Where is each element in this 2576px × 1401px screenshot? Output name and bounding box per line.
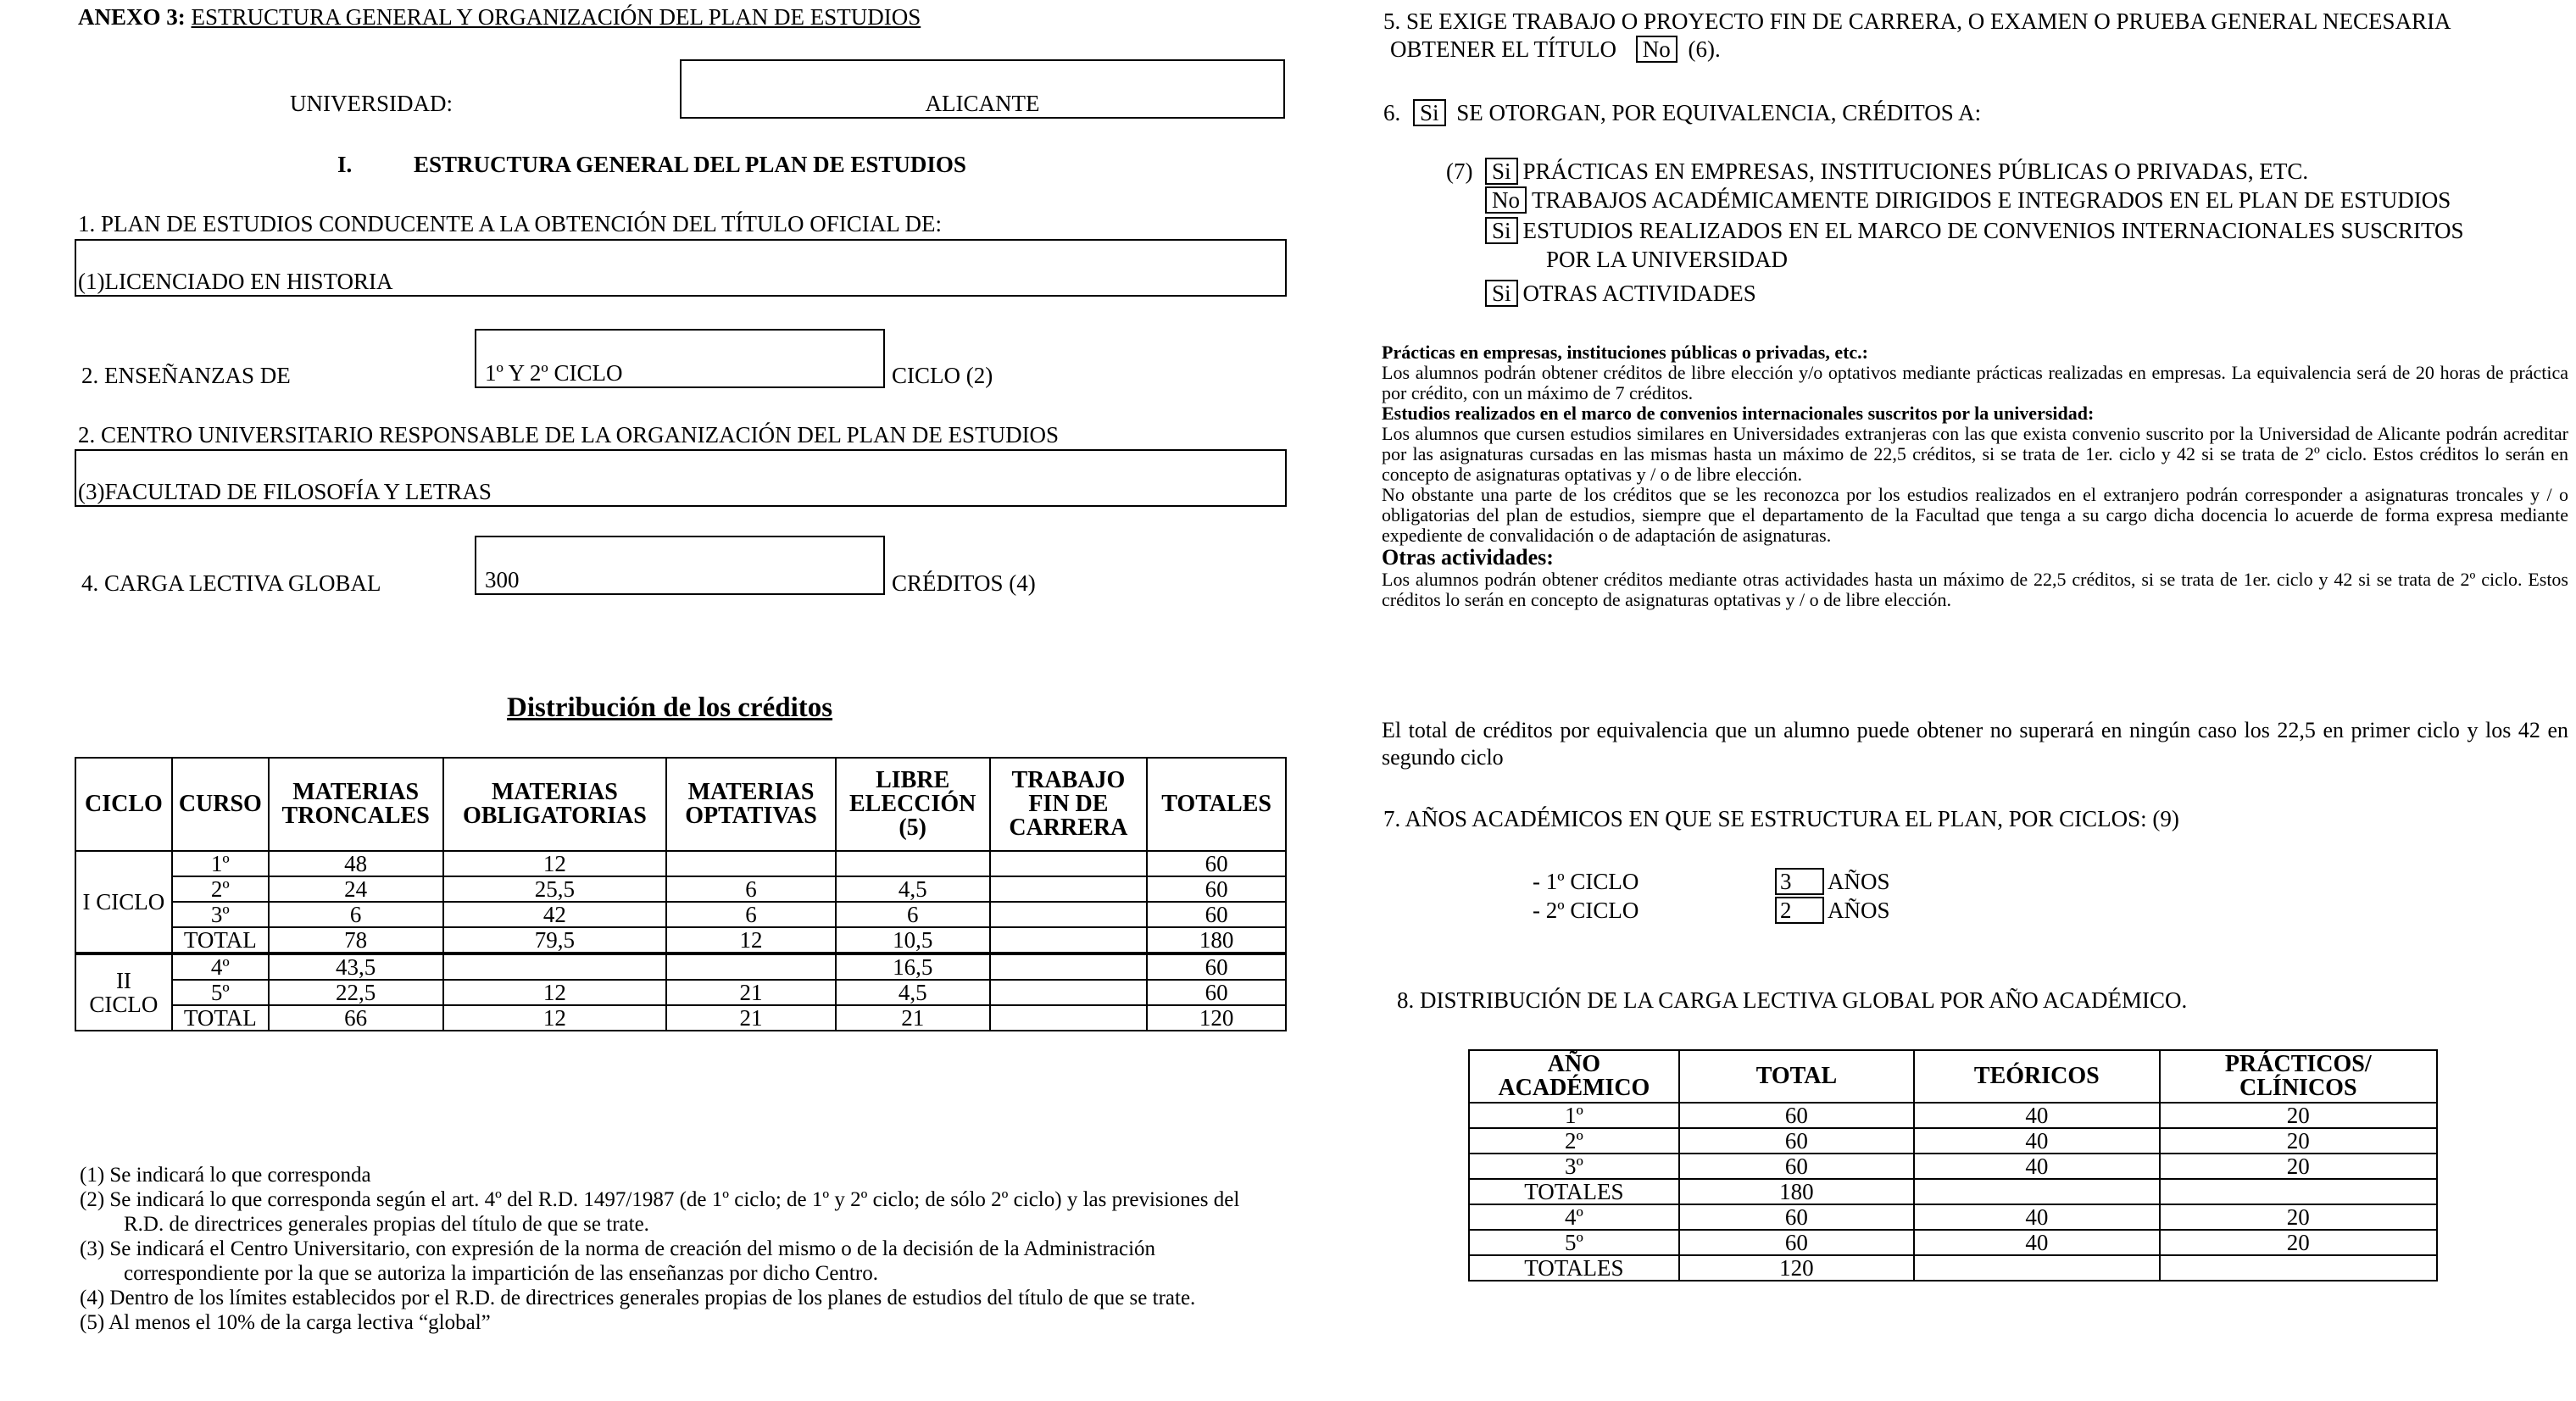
header-curso: CURSO xyxy=(172,758,269,851)
cell: 79,5 xyxy=(443,927,667,953)
cell xyxy=(990,876,1148,902)
cell: 60 xyxy=(1679,1204,1914,1230)
item7-unit: AÑOS xyxy=(1828,869,1890,894)
cell: 5º xyxy=(172,980,269,1005)
cell: 4º xyxy=(1469,1204,1679,1230)
cell: 120 xyxy=(1147,1005,1286,1031)
header-trabajo-fin: TRABAJO FIN DE CARRERA xyxy=(990,758,1148,851)
details-paragraph: Los alumnos que cursen estudios similares en Universidades extranjeras con las que exista convenio suscrito por la Universidad de Alicante podrán acreditar por las asignaturas cursadas en las mismas hasta un máximo de 22,5 créditos, si se trata de 1er. ciclo y 42 si se trata de 2º ciclo. Estos créditos lo serán en concepto de asignaturas optativas y / o de libre elección. xyxy=(1382,423,2568,485)
details-heading: Prácticas en empresas, instituciones públicas o privadas, etc.: xyxy=(1382,342,1869,363)
cell: 1º xyxy=(1469,1103,1679,1128)
footnote: (1) Se indicará lo que corresponda xyxy=(80,1164,371,1187)
item7-row xyxy=(1533,868,1890,895)
cell: 60 xyxy=(1679,1230,1914,1255)
cell: 60 xyxy=(1679,1154,1914,1179)
cell: 21 xyxy=(666,1005,836,1031)
cell: 180 xyxy=(1679,1179,1914,1204)
cycle2-label: II CICLO xyxy=(75,953,172,1031)
table-row xyxy=(75,980,1286,1005)
cell: TOTALES xyxy=(1469,1255,1679,1281)
cell: TOTAL xyxy=(172,927,269,953)
cell: 40 xyxy=(1914,1103,2159,1128)
header-practicos: PRÁCTICOS/ CLÍNICOS xyxy=(2160,1050,2437,1103)
cell: 40 xyxy=(1914,1128,2159,1154)
item6-num: 6. xyxy=(1383,100,1401,125)
cell: 60 xyxy=(1147,980,1286,1005)
header-ciclo: CICLO xyxy=(75,758,172,851)
table-row xyxy=(1469,1230,2437,1255)
cell xyxy=(990,953,1148,980)
academic-header-row xyxy=(1469,1050,2437,1103)
item1-label: 1. PLAN DE ESTUDIOS CONDUCENTE A LA OBTENCIÓN DEL TÍTULO OFICIAL DE: xyxy=(78,211,942,236)
cell: 4º xyxy=(172,953,269,980)
equiv-item xyxy=(1485,158,2308,185)
item4-value: 300 xyxy=(485,567,520,592)
item1-value: (1)LICENCIADO EN HISTORIA xyxy=(78,269,393,294)
cell xyxy=(990,1005,1148,1031)
item3-label: 2. CENTRO UNIVERSITARIO RESPONSABLE DE LA ORGANIZACIÓN DEL PLAN DE ESTUDIOS xyxy=(78,422,1060,448)
equiv-item xyxy=(1485,186,2451,214)
details-heading: Otras actividades: xyxy=(1382,545,1554,570)
item5-line2 xyxy=(1390,36,1721,63)
header-totales: TOTALES xyxy=(1147,758,1286,851)
details-summary: El total de créditos por equivalencia que un alumno puede obtener no superará en ningún caso los 22,5 en primer ciclo y los 42 en segundo ciclo xyxy=(1382,718,2568,770)
cell: 2º xyxy=(172,876,269,902)
item4-field xyxy=(475,536,885,595)
annex-heading xyxy=(78,3,921,31)
cell xyxy=(990,980,1148,1005)
item5-pre: OBTENER EL TÍTULO xyxy=(1390,36,1616,62)
cell: 20 xyxy=(2160,1204,2437,1230)
item5-post: (6). xyxy=(1688,36,1721,62)
equiv-label: ESTUDIOS REALIZADOS EN EL MARCO DE CONVENIOS INTERNACIONALES SUSCRITOS xyxy=(1522,218,2464,243)
cell: 20 xyxy=(2160,1154,2437,1179)
cell: 20 xyxy=(2160,1103,2437,1128)
equiv-item xyxy=(1485,217,2464,244)
item7-unit: AÑOS xyxy=(1828,898,1890,923)
equiv-answer-box: No xyxy=(1485,186,1527,214)
equiv-answer-box: Si xyxy=(1485,280,1518,307)
cell: 48 xyxy=(269,851,443,876)
cell: 12 xyxy=(443,851,667,876)
cell: 60 xyxy=(1147,902,1286,927)
footnote: (3) Se indicará el Centro Universitario, con expresión de la norma de creación del mismo o de la decisión de la Administración correspondiente por la que se autoriza la impartición de las enseñanzas por dicho Centro. xyxy=(80,1237,1156,1285)
cell xyxy=(990,902,1148,927)
distribution-header-row xyxy=(75,758,1286,851)
item6-label: SE OTORGAN, POR EQUIVALENCIA, CRÉDITOS A: xyxy=(1456,100,1982,125)
cell: 22,5 xyxy=(269,980,443,1005)
cell: 5º xyxy=(1469,1230,1679,1255)
equiv-continuation: POR LA UNIVERSIDAD xyxy=(1546,247,1789,272)
cell: 4,5 xyxy=(836,980,990,1005)
cell: 21 xyxy=(666,980,836,1005)
table-row xyxy=(1469,1179,2437,1204)
item2-value: 1º Y 2º CICLO xyxy=(485,360,623,386)
header-teoricos: TEÓRICOS xyxy=(1914,1050,2159,1103)
cell: 10,5 xyxy=(836,927,990,953)
cell: 1º xyxy=(172,851,269,876)
distribution-table xyxy=(75,757,1287,1031)
cell: 60 xyxy=(1147,953,1286,980)
item7-cycle: - 2º CICLO xyxy=(1533,898,1639,923)
table-row xyxy=(75,876,1286,902)
annex-title: ESTRUCTURA GENERAL Y ORGANIZACIÓN DEL PLAN DE ESTUDIOS xyxy=(191,4,921,30)
cell: 43,5 xyxy=(269,953,443,980)
equiv-label: TRABAJOS ACADÉMICAMENTE DIRIGIDOS E INTEGRADOS EN EL PLAN DE ESTUDIOS xyxy=(1532,187,2451,213)
annex-label: ANEXO 3: xyxy=(78,4,186,30)
cell xyxy=(836,851,990,876)
cell: 40 xyxy=(1914,1154,2159,1179)
section-number: I. xyxy=(337,152,353,177)
cell: 20 xyxy=(2160,1230,2437,1255)
details-heading: Estudios realizados en el marco de convenios internacionales suscritos por la universidad: xyxy=(1382,403,2095,424)
cell: 4,5 xyxy=(836,876,990,902)
details-paragraph: No obstante una parte de los créditos que se les reconozca por los estudios realizados en el extranjero podrán corresponder a asignaturas troncales y / o obligatorias del plan de estudios, siempre que el departamento de la Facultad que tenga a su cargo dicha docencia lo acuerde de forma expresa mediante expediente de convalidación o de adaptación de asignaturas. xyxy=(1382,484,2568,546)
cell xyxy=(666,953,836,980)
section-title: ESTRUCTURA GENERAL DEL PLAN DE ESTUDIOS xyxy=(414,152,966,177)
footnote: (2) Se indicará lo que corresponda según el art. 4º del R.D. 1497/1987 (de 1º ciclo; de 1º y 2º ciclo; de sólo 2º ciclo) y las previsiones del R.D. de directrices generales propias del título de que se trate. xyxy=(80,1188,1240,1236)
cell: 6 xyxy=(666,902,836,927)
item4-suffix: CRÉDITOS (4) xyxy=(892,570,1036,596)
cell xyxy=(2160,1179,2437,1204)
item6 xyxy=(1383,99,1981,126)
item2-label: 2. ENSEÑANZAS DE xyxy=(81,363,291,388)
cell: 12 xyxy=(443,980,667,1005)
equiv-label: PRÁCTICAS EN EMPRESAS, INSTITUCIONES PÚBLICAS O PRIVADAS, ETC. xyxy=(1522,158,2309,184)
cell: 120 xyxy=(1679,1255,1914,1281)
cycle1-label: I CICLO xyxy=(75,851,172,953)
cell: 6 xyxy=(836,902,990,927)
item7-row xyxy=(1533,897,1890,924)
cell: 21 xyxy=(836,1005,990,1031)
footnotes xyxy=(80,1163,1282,1335)
cell: 12 xyxy=(443,1005,667,1031)
table-row xyxy=(1469,1204,2437,1230)
item7-cycle: - 1º CICLO xyxy=(1533,869,1639,894)
cell: 3º xyxy=(1469,1154,1679,1179)
item7-label: 7. AÑOS ACADÉMICOS EN QUE SE ESTRUCTURA EL PLAN, POR CICLOS: (9) xyxy=(1383,806,2179,831)
header-total: TOTAL xyxy=(1679,1050,1914,1103)
cell: 40 xyxy=(1914,1230,2159,1255)
item7-years-box: 3 xyxy=(1775,868,1824,895)
table-row xyxy=(75,902,1286,927)
university-field xyxy=(680,59,1285,119)
item3-value: (3)FACULTAD DE FILOSOFÍA Y LETRAS xyxy=(78,479,492,504)
item4-label: 4. CARGA LECTIVA GLOBAL xyxy=(81,570,381,596)
item1-field xyxy=(75,239,1287,297)
item5-line1: 5. SE EXIGE TRABAJO O PROYECTO FIN DE CARRERA, O EXAMEN O PRUEBA GENERAL NECESARIA xyxy=(1383,8,2451,34)
cell: 66 xyxy=(269,1005,443,1031)
university-label: UNIVERSIDAD: xyxy=(290,91,453,116)
cell: 16,5 xyxy=(836,953,990,980)
cell: 2º xyxy=(1469,1128,1679,1154)
details-paragraph: Los alumnos podrán obtener créditos de libre elección y/o optativos mediante prácticas realizadas en empresas. La equivalencia será de 20 horas de práctica por crédito, con un máximo de 7 créditos. xyxy=(1382,362,2568,403)
university-value: ALICANTE xyxy=(925,91,1040,116)
header-optativas: MATERIAS OPTATIVAS xyxy=(666,758,836,851)
table-row xyxy=(75,953,1286,980)
header-troncales: MATERIAS TRONCALES xyxy=(269,758,443,851)
equiv-prefix: (7) xyxy=(1446,158,1473,184)
cell: 6 xyxy=(269,902,443,927)
cell: 42 xyxy=(443,902,667,927)
item5-answer-box: No xyxy=(1636,36,1677,63)
equiv-answer-box: Si xyxy=(1485,158,1518,185)
header-libre-eleccion: LIBRE ELECCIÓN (5) xyxy=(836,758,990,851)
cell: 60 xyxy=(1679,1128,1914,1154)
item3-field xyxy=(75,449,1287,507)
cell xyxy=(990,927,1148,953)
cell: 40 xyxy=(1914,1204,2159,1230)
equiv-label: OTRAS ACTIVIDADES xyxy=(1522,281,1756,306)
cell: 24 xyxy=(269,876,443,902)
cell xyxy=(1914,1179,2159,1204)
item8-label: 8. DISTRIBUCIÓN DE LA CARGA LECTIVA GLOBAL POR AÑO ACADÉMICO. xyxy=(1397,987,2188,1013)
cell: 20 xyxy=(2160,1128,2437,1154)
table-row xyxy=(1469,1154,2437,1179)
header-obligatorias: MATERIAS OBLIGATORIAS xyxy=(443,758,667,851)
footnote: (5) Al menos el 10% de la carga lectiva “global” xyxy=(80,1311,491,1334)
cell xyxy=(443,953,667,980)
section-heading xyxy=(337,151,966,178)
cell: TOTAL xyxy=(172,1005,269,1031)
table-row xyxy=(1469,1103,2437,1128)
table-row xyxy=(1469,1255,2437,1281)
cell: 6 xyxy=(666,876,836,902)
distribution-title: Distribución de los créditos xyxy=(507,692,833,723)
cell: 12 xyxy=(666,927,836,953)
table-row xyxy=(75,851,1286,876)
table-row xyxy=(75,927,1286,953)
cell xyxy=(2160,1255,2437,1281)
cell: 25,5 xyxy=(443,876,667,902)
item2-suffix: CICLO (2) xyxy=(892,363,993,388)
cell: 180 xyxy=(1147,927,1286,953)
academic-year-table xyxy=(1468,1049,2438,1281)
cell: 3º xyxy=(172,902,269,927)
details-paragraph: Los alumnos podrán obtener créditos mediante otras actividades hasta un máximo de 22,5 créditos, si se trata de 1er. ciclo y 42 si se trata de 2º ciclo. Estos créditos lo serán en concepto de asignaturas optativas y / o de libre elección. xyxy=(1382,569,2568,610)
cell: 60 xyxy=(1147,876,1286,902)
cell xyxy=(1914,1255,2159,1281)
details-block xyxy=(1382,342,2568,610)
item2-field xyxy=(475,329,885,388)
cell: 60 xyxy=(1147,851,1286,876)
cell: 60 xyxy=(1679,1103,1914,1128)
equiv-item xyxy=(1485,280,1756,307)
header-ano: AÑO ACADÉMICO xyxy=(1469,1050,1679,1103)
table-row xyxy=(75,1005,1286,1031)
cell xyxy=(666,851,836,876)
cell: 78 xyxy=(269,927,443,953)
item6-answer-box: Si xyxy=(1413,99,1446,126)
equiv-answer-box: Si xyxy=(1485,217,1518,244)
cell: TOTALES xyxy=(1469,1179,1679,1204)
cell xyxy=(990,851,1148,876)
item7-years-box: 2 xyxy=(1775,897,1824,924)
footnote: (4) Dentro de los límites establecidos por el R.D. de directrices generales propias de los planes de estudios del título de que se trate. xyxy=(80,1287,1196,1309)
table-row xyxy=(1469,1128,2437,1154)
